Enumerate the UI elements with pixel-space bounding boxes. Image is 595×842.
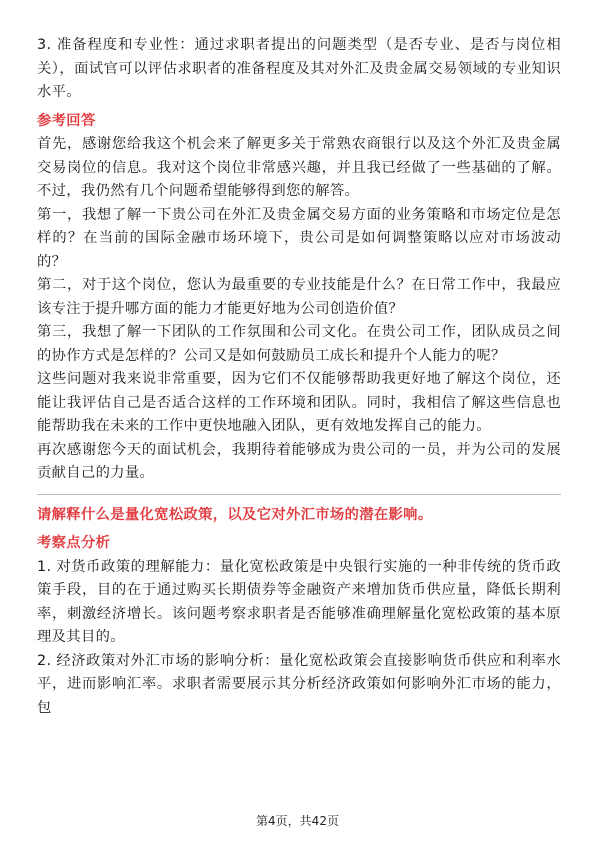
answer-paragraph: 第二，对于这个岗位，您认为最重要的专业技能是什么？在日常工作中，我最应该专注于提升哪方面的能力才能更好地为公司创造价值？ — [37, 277, 561, 317]
answer-paragraph: 第一，我想了解一下贵公司在外汇及贵金属交易方面的业务策略和市场定位是怎样的？在当前的国际金融市场环境下，贵公司是如何调整策略以应对市场波动的？ — [37, 206, 561, 270]
answer-paragraph: 第三，我想了解一下团队的工作氛围和公司文化。在贵公司工作，团队成员之间的协作方式是怎样的？公司又是如何鼓励员工成长和提升个人能力的呢？ — [37, 324, 561, 364]
analysis-point: 1. 对货币政策的理解能力：量化宽松政策是中央银行实施的一种非传统的货币政策手段，目的在于通过购买长期债券等金融资产来增加货币供应量，降低长期利率，刺激经济增长。该问题考察求职者是否能够准确理解量化宽松政策的基本原理及其目的。 — [37, 558, 561, 645]
analysis-heading: 考察点分析 — [37, 535, 111, 551]
answer-paragraph: 再次感谢您今天的面试机会，我期待着能够成为贵公司的一员，并为公司的发展贡献自己的力量。 — [37, 441, 561, 481]
document-body — [37, 34, 561, 720]
answer-paragraph: 这些问题对我来说非常重要，因为它们不仅能够帮助我更好地了解这个岗位，还能让我评估自己是否适合这样的工作环境和团队。同时，我相信了解这些信息也能帮助我在未来的工作中更快地融入团队，更有效地发挥自己的能力。 — [37, 371, 561, 434]
assessment-point-3: 3. 准备程度和专业性：通过求职者提出的问题类型（是否专业、是否与岗位相关），面试官可以评估求职者的准备程度及其对外汇及贵金属交易领域的专业知识水平。 — [37, 37, 561, 100]
analysis-point: 2. 经济政策对外汇市场的影响分析：量化宽松政策会直接影响货币供应和利率水平，进而影响汇率。求职者需要展示其分析经济政策如何影响外汇市场的能力，包 — [37, 652, 561, 716]
reference-answer-heading: 参考回答 — [37, 112, 96, 129]
answer-paragraph: 首先，感谢您给我这个机会来了解更多关于常熟农商银行以及这个外汇及贵金属交易岗位的信息。我对这个岗位非常感兴趣，并且我已经做了一些基础的了解。不过，我仍然有几个问题希望能够得到您的解答。 — [37, 136, 561, 199]
page-number: 第4页，共42页 — [256, 814, 339, 828]
question-title: 请解释什么是量化宽松政策，以及它对外汇市场的潜在影响。 — [37, 506, 433, 523]
section-divider — [37, 494, 561, 495]
